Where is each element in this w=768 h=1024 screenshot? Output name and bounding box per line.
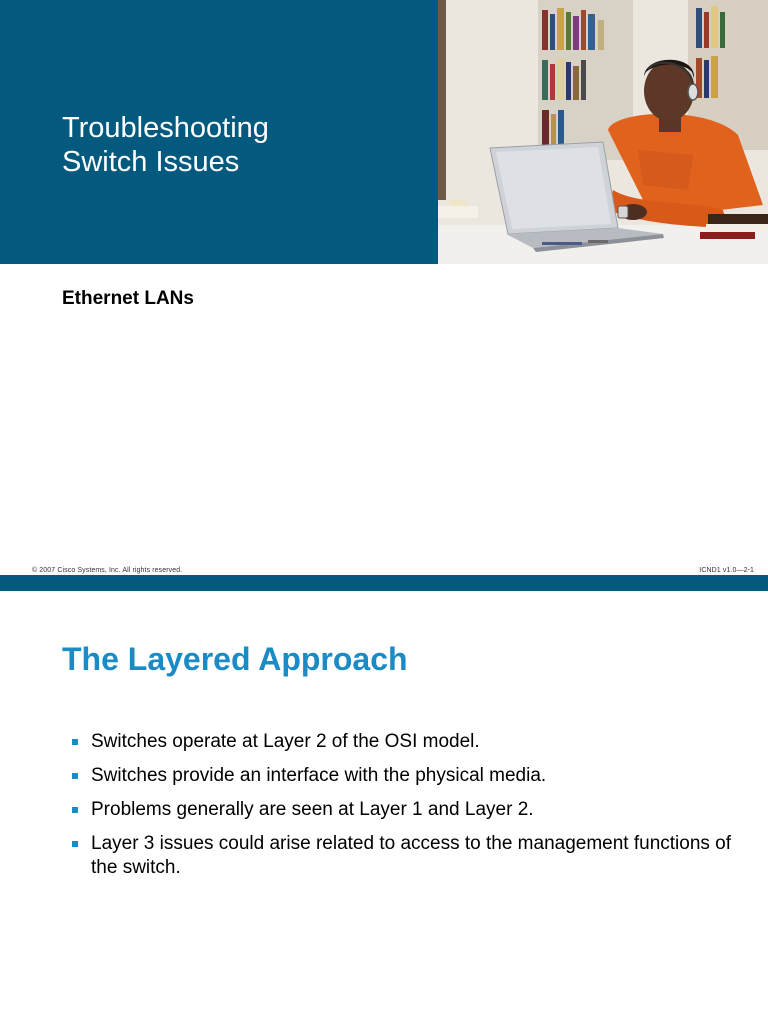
bullet-list [72, 730, 732, 890]
slide-number: ICND1 v1.0—2-1 [699, 566, 754, 574]
slide-divider-band [0, 575, 768, 591]
content-slide [0, 591, 768, 1024]
slide-title-line2: Switch Issues [62, 146, 240, 178]
bullet-text: Layer 3 issues could arise related to access to the management functions of the switch. [91, 833, 732, 878]
square-bullet-icon [72, 739, 78, 745]
bullet-text: Problems generally are seen at Layer 1 and Layer 2. [91, 799, 534, 820]
bullet-item [72, 832, 732, 880]
square-bullet-icon [72, 773, 78, 779]
slide-heading: The Layered Approach [62, 641, 408, 677]
square-bullet-icon [72, 841, 78, 847]
bullet-item [72, 730, 732, 754]
hero-band [0, 0, 438, 264]
slide-title [62, 111, 269, 179]
bullet-item [72, 764, 732, 788]
slide-subtitle: Ethernet LANs [62, 288, 194, 309]
bullet-text: Switches operate at Layer 2 of the OSI model. [91, 731, 480, 752]
copyright-text: © 2007 Cisco Systems, Inc. All rights reserved. [32, 566, 183, 574]
bullet-text: Switches provide an interface with the physical media. [91, 765, 547, 786]
person-with-laptop-photo [438, 0, 768, 264]
square-bullet-icon [72, 807, 78, 813]
bullet-item [72, 798, 732, 822]
slide-title-line1: Troubleshooting [62, 112, 269, 144]
